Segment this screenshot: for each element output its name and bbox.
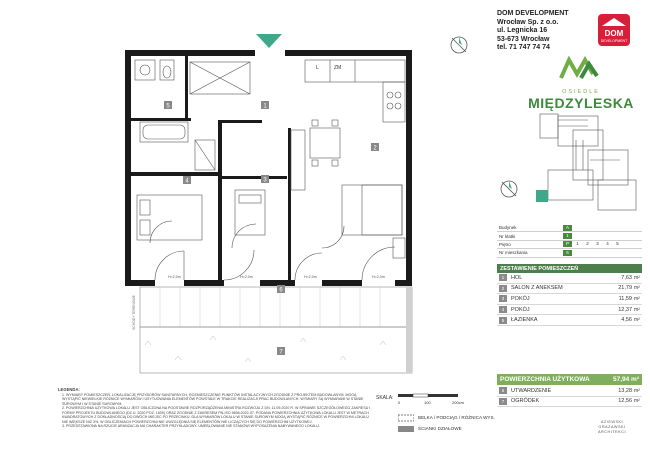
kitchen-appliance-labels <box>316 65 341 71</box>
entrance-arrow-icon <box>256 34 282 48</box>
room-unit: m² <box>634 306 640 313</box>
partition-symbol-icon <box>398 425 414 433</box>
interior-walls <box>131 56 291 280</box>
extra-row <box>497 386 642 397</box>
info-label: Budynek <box>499 225 517 231</box>
compass-small-icon <box>498 178 520 200</box>
company-line2: Wrocław Sp. z o.o. <box>497 18 559 26</box>
garden <box>140 287 412 373</box>
info-row-apartment <box>497 249 642 257</box>
estate-name: MIĘDZYLESKA <box>528 95 634 111</box>
info-cell: 5 <box>616 241 619 247</box>
apartment-info-table <box>497 224 642 258</box>
info-label: Piętro <box>499 241 511 247</box>
room-name: OGRÓDEK <box>511 398 540 405</box>
dining-table-icon <box>310 128 340 158</box>
bathroom-fixtures <box>135 60 250 170</box>
scale-label: SKALA: <box>376 395 394 401</box>
room-number-markers <box>164 101 379 356</box>
usable-area-bar <box>497 374 642 385</box>
key-plan <box>528 110 642 220</box>
room-name: POKÓJ <box>511 306 530 313</box>
double-bed-icon <box>137 195 202 240</box>
info-row-building <box>497 224 642 232</box>
doors <box>150 221 395 280</box>
legend-notes <box>58 388 373 429</box>
kitchen-label-l: L <box>316 65 319 71</box>
legend-item: 2. POWIERZCHNIA UŻYTKOWA LOKALU JEST OBLICZONA NA PODSTAWIE ROZPORZĄDZENIA MINISTRA ROZWOJU Z DN. 11.09.2020 R. W SPRAWIE SZCZEGÓŁOWEGO ZAKRESU I FORMY PROJEKTU BUDOWLANEGO (DZ.U. 2020 POZ. 1609) ORAZ ZGODNIE Z ZAKRESEM PN-ISO 9836:2022-07. PODANA POWIERZCHNIA UŻYTKOWA LOKALU JEST W METRACH KWADRATOWYCH Z DOKŁADNOŚCIĄ DO DWÓCH MIEJSC PO PRZECINKU. DLA WYMIARÓW LOKALU W STANIE SUROWYM MOGĄ WYSTĄPIĆ RÓŻNICE W POWIERZCHNI LOKALU NIE WIĘKSZE NIŻ 3%. W OBLICZENIACH POWIERZCHNI NIE UWZGLĘDNIA SIĘ ELEMENTÓW NIE LICZĄCYCH SIĘ DO POWIERZCHNI UŻYTKOWEJ. <box>62 406 371 424</box>
room-name: ŁAZIENKA <box>511 317 538 324</box>
info-cell: P <box>563 241 572 247</box>
room-unit: m² <box>634 387 640 394</box>
room-unit: m² <box>634 317 640 324</box>
room-name: UTWARDZENIE <box>511 387 552 394</box>
room-unit: m² <box>634 285 640 292</box>
architect-logo <box>582 420 642 435</box>
room-area: 12,37 <box>618 306 632 313</box>
scale-tick-200: 200cm <box>452 400 465 405</box>
room-number: 2 <box>499 285 507 292</box>
washbasin-icon <box>135 60 155 80</box>
exterior-walls <box>125 50 412 286</box>
svg-text:DEVELOPMENT: DEVELOPMENT <box>600 39 628 43</box>
symbol-label: ŚCIANKI DZIAŁOWE <box>418 426 462 431</box>
closet-icon <box>291 130 305 190</box>
usable-area-value: 57,94 m² <box>612 376 639 383</box>
height-note-3: H=2,0m <box>304 275 317 279</box>
estate-logo-icon <box>559 56 603 80</box>
height-notes <box>168 275 385 279</box>
room-row <box>497 305 642 316</box>
estate-brand <box>526 56 636 111</box>
info-cell: 2 <box>586 241 589 247</box>
info-label: Nr klatki <box>499 233 516 239</box>
compass-icon <box>448 34 470 56</box>
symbol-label: BELKA / PODCIĄG / RÓŻNICA WYS. <box>418 415 495 420</box>
extra-areas <box>497 386 642 407</box>
legend-item: 3. PRZEDSTAWIONA NA RZUCIE ARANŻACJA MA CHARAKTER PRZYKŁADOWY. UMEBLOWANIE NIE STANOWI WYPOSAŻENIA NABYWANEGO LOKALU. <box>62 424 320 428</box>
scale-tick-0: 0 <box>398 400 401 405</box>
scale-tick-100: 100 <box>424 400 431 405</box>
architect-line2: GRAŻAWSKI <box>598 425 626 429</box>
company-street: ul. Legnicka 16 <box>497 27 548 34</box>
room-row <box>497 315 642 326</box>
room-number: 6 <box>499 387 507 394</box>
sofa-icon <box>342 185 402 235</box>
room-label-7: 7 <box>279 349 283 356</box>
room-label-5: 5 <box>166 103 170 110</box>
info-cell: 3 <box>596 241 599 247</box>
info-row-stairwell <box>497 232 642 240</box>
height-note-4: H=2,0m <box>372 275 385 279</box>
room-area: 13,28 <box>618 387 632 394</box>
beam-symbol-icon <box>398 414 414 422</box>
usable-area-label: POWIERZCHNIA UŻYTKOWA <box>500 376 590 383</box>
architect-line3: ARCHITEKCI <box>598 430 626 434</box>
room-number: 3 <box>499 295 507 302</box>
company-name: DOM DEVELOPMENT <box>497 10 569 17</box>
svg-text:DOM: DOM <box>604 29 624 38</box>
room-area: 11,59 <box>618 295 632 302</box>
extra-row <box>497 397 642 408</box>
room-number: 4 <box>499 306 507 313</box>
info-cell: 1 <box>576 241 579 247</box>
estate-prefix: OSIEDLE <box>562 89 600 95</box>
info-row-floor <box>497 241 642 249</box>
room-area: 4,56 <box>621 317 632 324</box>
room-label-4: 4 <box>185 178 189 185</box>
room-unit: m² <box>634 295 640 302</box>
kitchen-units <box>305 60 405 258</box>
room-label-6: 6 <box>279 287 283 294</box>
architect-line1: AZIEWSKI <box>600 420 624 424</box>
info-cell: A <box>563 225 572 231</box>
company-phone: tel. 71 747 74 74 <box>497 44 550 51</box>
room-area: 21,79 <box>618 285 632 292</box>
legend-item: 1. WYMIARY POMIESZCZEŃ, LOKALIZACJĘ PRZYBORÓW SANITARNYCH, ROZMIESZCZENIE PUNKTÓW INSTALACYJNYCH ZGODNIE Z PROJEKTEM BUDOWLANYM. MOGĄ WYSTĄPIĆ NIEWIELKIE RÓŻNICE WYMIARÓW I USYTUOWANIA ELEMENTÓW POWSTAŁE W TRAKCIE REALIZACJI PRAC BUDOWLANYCH. WYMIARY SĄ WYMIARAMI W STANIE SUROWYM I W STANIE SUROWYM. <box>62 392 364 406</box>
room-label-3: 3 <box>263 177 267 184</box>
room-label-1: 1 <box>263 103 267 110</box>
room-area: 12,56 <box>618 398 632 405</box>
room-name: SALON Z ANEKSEM <box>511 285 563 292</box>
room-row <box>497 273 642 284</box>
room-number: 1 <box>499 274 507 281</box>
single-bed-icon <box>235 190 265 235</box>
rooms-summary-header: ZESTAWIENIE POMIESZCZEŃ <box>497 264 642 273</box>
room-number: 5 <box>499 317 507 324</box>
info-cell: 1 <box>563 233 572 239</box>
info-cell: 4 <box>606 241 609 247</box>
kitchen-label-zm: ZM <box>334 65 342 71</box>
info-cell: 6 <box>563 250 572 256</box>
room-row <box>497 284 642 295</box>
symbol-row <box>398 423 498 434</box>
room-label-2: 2 <box>373 145 377 152</box>
symbols-legend <box>398 412 498 434</box>
symbol-row <box>398 412 498 423</box>
room-row <box>497 294 642 305</box>
legend-title: LEGENDA: <box>58 387 80 392</box>
rooms-summary <box>497 264 642 326</box>
room-name: POKÓJ <box>511 295 530 302</box>
room-number: 7 <box>499 398 507 405</box>
room-name: HOL <box>511 274 523 281</box>
info-label: Nr mieszkania <box>499 250 528 256</box>
dom-development-logo <box>596 12 632 48</box>
height-note-1: H=2,0m <box>168 275 181 279</box>
side-note: SCHODY TERENOWE <box>132 295 136 330</box>
height-note-2: H=2,0m <box>240 275 253 279</box>
terrace <box>140 287 412 327</box>
room-unit: m² <box>634 398 640 405</box>
room-area: 7,63 <box>621 274 632 281</box>
scale-bar <box>376 392 491 408</box>
room-unit: m² <box>634 274 640 281</box>
toilet-icon <box>160 60 174 80</box>
company-city: 53-673 Wrocław <box>497 35 550 43</box>
